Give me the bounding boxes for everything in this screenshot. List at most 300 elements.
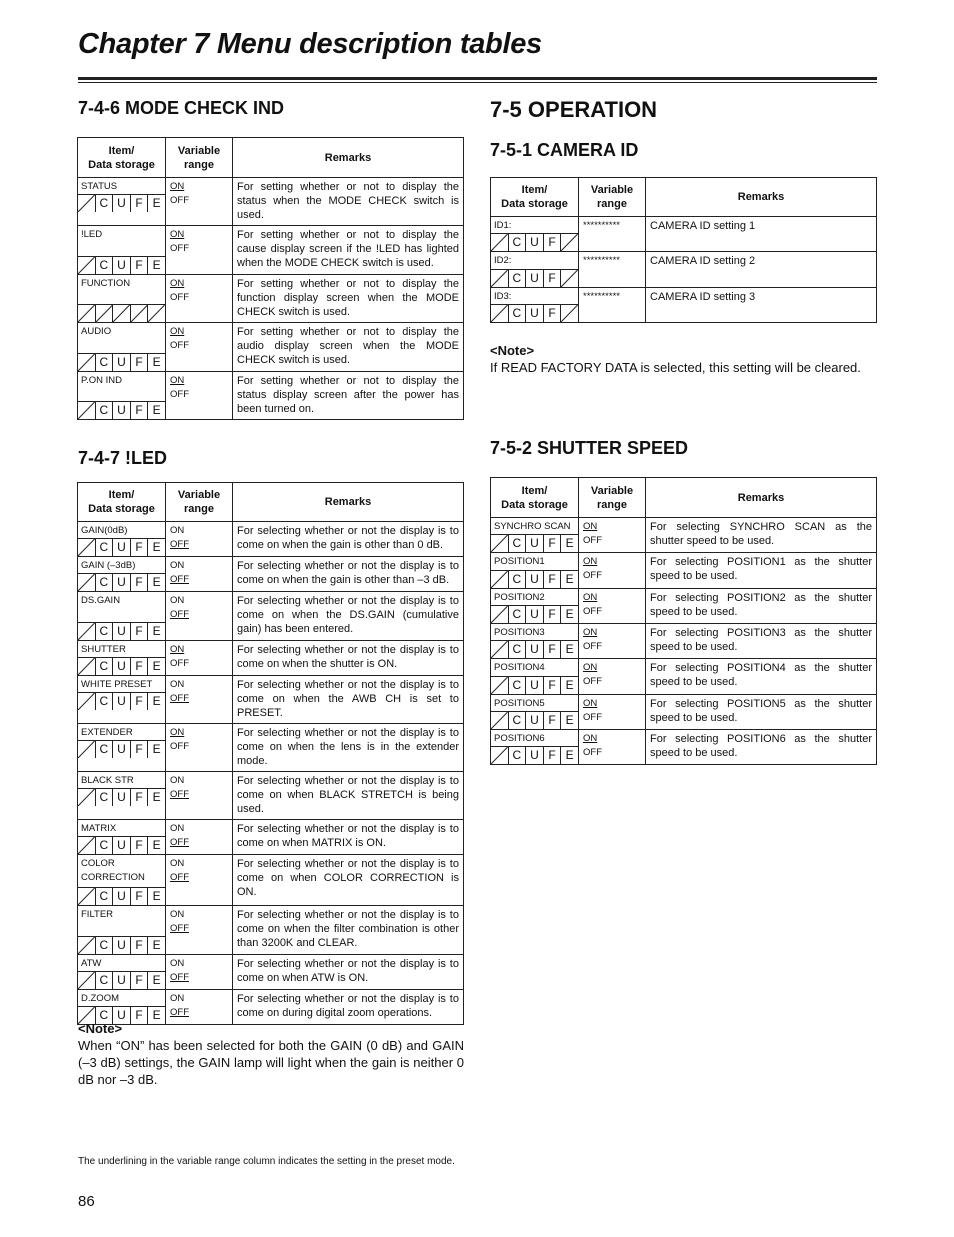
storage-f-cell: F bbox=[544, 234, 562, 251]
data-storage-cells bbox=[491, 570, 578, 588]
remarks-cell bbox=[646, 695, 877, 730]
header-remarks: Remarks bbox=[646, 178, 877, 217]
remarks-cell bbox=[646, 217, 877, 252]
item-name: POSITION1 bbox=[494, 556, 545, 567]
variable-range-cell bbox=[166, 676, 233, 724]
storage-u-cell: U bbox=[113, 402, 131, 419]
option-on bbox=[583, 555, 641, 569]
storage-c-cell: C bbox=[509, 270, 527, 287]
storage-u-cell: U bbox=[526, 571, 544, 588]
option-off-label: OFF bbox=[170, 741, 189, 752]
storage-c-cell: C bbox=[96, 972, 114, 989]
variable-range-cell bbox=[579, 695, 646, 730]
storage-unavailable-cell bbox=[113, 305, 131, 322]
section-title-shutter: 7-5-2 SHUTTER SPEED bbox=[490, 438, 689, 458]
storage-unavailable-cell bbox=[78, 354, 96, 371]
remarks-text: For selecting whether or not the display is to come on when the lens is in the extender mode. bbox=[237, 727, 459, 767]
header-variable-label: Variable bbox=[177, 489, 221, 501]
option-off bbox=[583, 746, 641, 760]
item-cell bbox=[78, 955, 166, 990]
storage-unavailable-cell bbox=[78, 658, 96, 675]
storage-e-cell: E bbox=[152, 694, 161, 708]
storage-unavailable-cell bbox=[491, 606, 509, 623]
storage-unavailable-cell bbox=[78, 574, 96, 591]
variable-range bbox=[166, 676, 232, 706]
variable-range-cell bbox=[579, 659, 646, 695]
variable-range-cell bbox=[166, 906, 233, 955]
option-off bbox=[170, 657, 228, 671]
variable-range-cell bbox=[166, 557, 233, 592]
storage-e-cell: E bbox=[152, 355, 161, 369]
header-variable-label: Variable bbox=[177, 144, 221, 157]
variable-range bbox=[166, 990, 232, 1020]
header-row bbox=[491, 178, 877, 217]
storage-c-cell: C bbox=[96, 574, 114, 591]
remarks-cell bbox=[233, 641, 464, 676]
item-name: POSITION4 bbox=[494, 662, 545, 673]
option-on-label: ON bbox=[170, 727, 185, 738]
table-row bbox=[78, 855, 464, 906]
remarks-cell bbox=[646, 624, 877, 659]
remarks-text: For selecting whether or not the display is to come on when COLOR CORRECTION is ON. bbox=[237, 858, 459, 898]
table-row bbox=[78, 820, 464, 855]
option-off-label: OFF bbox=[170, 609, 189, 620]
option-on-label: ON bbox=[170, 181, 185, 192]
storage-f-cell: F bbox=[131, 402, 149, 419]
storage-e-cell: E bbox=[152, 790, 161, 804]
item-name: POSITION5 bbox=[494, 698, 545, 709]
header-item bbox=[78, 138, 166, 178]
diagonal-slash-icon bbox=[491, 535, 508, 552]
variable-range bbox=[166, 323, 232, 353]
storage-e-cell: E bbox=[152, 540, 161, 554]
remarks-text: For selecting POSITION4 as the shutter speed to be used. bbox=[650, 662, 872, 688]
storage-u-cell: U bbox=[526, 747, 544, 764]
item-cell-content bbox=[78, 323, 165, 371]
option-on bbox=[170, 524, 228, 538]
variable-range bbox=[579, 518, 645, 548]
storage-e-cell: E bbox=[152, 742, 161, 756]
storage-unavailable-cell bbox=[78, 972, 96, 989]
diagonal-slash-icon bbox=[78, 658, 95, 675]
option-on bbox=[583, 697, 641, 711]
variable-range-cell bbox=[166, 372, 233, 420]
table-row bbox=[491, 518, 877, 553]
remarks-text: For selecting whether or not the display is to come on when the DS.GAIN (cumulative gain) has been entered. bbox=[237, 595, 459, 635]
diagonal-slash-icon bbox=[148, 305, 165, 322]
remarks-text: For selecting POSITION6 as the shutter speed to be used. bbox=[650, 733, 872, 759]
storage-c-cell: C bbox=[96, 257, 114, 274]
item-name: SYNCHRO SCAN bbox=[494, 521, 571, 532]
diagonal-slash-icon bbox=[78, 789, 95, 806]
storage-c-cell: C bbox=[509, 747, 527, 764]
data-storage-cells bbox=[78, 353, 165, 371]
data-storage-cells bbox=[491, 605, 578, 623]
header-item-label: Item/ bbox=[108, 144, 135, 157]
variable-range-cell bbox=[579, 553, 646, 589]
item-cell bbox=[491, 659, 579, 695]
remarks-cell bbox=[646, 518, 877, 553]
header-remarks: Remarks bbox=[233, 138, 464, 178]
option-on-label: ON bbox=[170, 679, 185, 690]
storage-f-cell: F bbox=[131, 741, 149, 758]
section-title-operation: 7-5 OPERATION bbox=[490, 97, 658, 122]
option-off bbox=[170, 242, 228, 256]
remarks-cell bbox=[646, 553, 877, 589]
option-on bbox=[170, 857, 228, 871]
storage-u-cell: U bbox=[113, 257, 131, 274]
diagonal-slash-icon bbox=[78, 937, 95, 954]
table-row bbox=[78, 275, 464, 323]
remarks-cell bbox=[233, 592, 464, 641]
section-title-camera-id: 7-5-1 CAMERA ID bbox=[490, 140, 639, 160]
storage-unavailable-cell bbox=[78, 937, 96, 954]
diagonal-slash-icon bbox=[78, 354, 95, 371]
storage-f-cell: F bbox=[544, 712, 562, 729]
option-off-label: OFF bbox=[170, 539, 189, 550]
shutter-speed-table bbox=[490, 477, 877, 765]
option-off bbox=[170, 740, 228, 754]
variable-range bbox=[166, 275, 232, 305]
table-row bbox=[491, 553, 877, 589]
storage-f-cell: F bbox=[544, 641, 562, 658]
storage-f-cell: F bbox=[131, 574, 149, 591]
remarks-text: For setting whether or not to display the audio display screen when the MODE CHECK switch is used. bbox=[237, 326, 459, 366]
item-cell bbox=[491, 288, 579, 323]
storage-u-cell: U bbox=[526, 677, 544, 694]
table-row bbox=[78, 372, 464, 420]
storage-e-cell: E bbox=[565, 748, 574, 762]
option-off bbox=[583, 675, 641, 689]
storage-f-cell: F bbox=[131, 837, 149, 854]
option-off-label: OFF bbox=[170, 195, 189, 206]
variable-range-cell bbox=[166, 592, 233, 641]
variable-range-cell bbox=[579, 730, 646, 765]
item-cell bbox=[78, 855, 166, 906]
diagonal-slash-icon bbox=[78, 539, 95, 556]
option-off bbox=[170, 194, 228, 208]
item-cell bbox=[491, 589, 579, 624]
variable-range bbox=[166, 772, 232, 802]
item-name: !LED bbox=[81, 229, 103, 240]
header-item-label: Item/ bbox=[521, 484, 548, 497]
item-cell-content bbox=[78, 724, 165, 758]
item-cell bbox=[491, 553, 579, 589]
led-note bbox=[78, 1020, 464, 1088]
item-name: STATUS bbox=[81, 181, 118, 192]
option-off-label: OFF bbox=[170, 789, 189, 800]
remarks-text: For selecting POSITION1 as the shutter speed to be used. bbox=[650, 556, 872, 582]
variable-range bbox=[166, 906, 232, 936]
remarks-cell bbox=[233, 323, 464, 372]
variable-range bbox=[166, 820, 232, 850]
variable-range-cell bbox=[166, 955, 233, 990]
storage-f-cell: F bbox=[131, 623, 149, 640]
header-variable-range bbox=[166, 138, 233, 178]
header-storage-label: Data storage bbox=[501, 498, 568, 511]
option-on-label: ON bbox=[583, 592, 598, 603]
option-off bbox=[170, 1006, 228, 1020]
storage-unavailable-cell bbox=[491, 571, 509, 588]
header-variable-range bbox=[166, 483, 233, 522]
storage-c-cell: C bbox=[96, 888, 114, 905]
storage-unavailable-cell bbox=[491, 747, 509, 764]
storage-unavailable-cell bbox=[561, 234, 578, 251]
header-remarks: Remarks bbox=[646, 478, 877, 518]
diagonal-slash-icon bbox=[78, 693, 95, 710]
storage-e-cell: E bbox=[152, 624, 161, 638]
item-cell-content bbox=[491, 589, 578, 623]
storage-unavailable-cell bbox=[78, 623, 96, 640]
header-rule-thin bbox=[78, 82, 877, 83]
storage-unavailable-cell bbox=[78, 305, 96, 322]
diagonal-slash-icon bbox=[78, 195, 95, 212]
storage-u-cell: U bbox=[526, 270, 544, 287]
diagonal-slash-icon bbox=[131, 305, 148, 322]
remarks-text: For selecting SYNCHRO SCAN as the shutter speed to be used. bbox=[650, 521, 872, 547]
table-row bbox=[78, 955, 464, 990]
option-off bbox=[170, 922, 228, 936]
option-off bbox=[170, 692, 228, 706]
option-off bbox=[170, 291, 228, 305]
option-on bbox=[170, 325, 228, 339]
option-off-label: OFF bbox=[170, 389, 189, 400]
remarks-cell bbox=[233, 275, 464, 323]
remarks-cell bbox=[233, 772, 464, 820]
remarks-cell bbox=[233, 955, 464, 990]
storage-u-cell: U bbox=[113, 354, 131, 371]
storage-f-cell: F bbox=[131, 888, 149, 905]
diagonal-slash-icon bbox=[113, 305, 130, 322]
remarks-cell bbox=[233, 372, 464, 420]
remarks-cell bbox=[233, 724, 464, 772]
option-off-label: OFF bbox=[583, 712, 602, 723]
table-row bbox=[78, 724, 464, 772]
storage-unavailable-cell bbox=[491, 712, 509, 729]
option-off bbox=[583, 711, 641, 725]
storage-f-cell: F bbox=[131, 658, 149, 675]
storage-f-cell: F bbox=[131, 354, 149, 371]
table-row bbox=[491, 252, 877, 288]
variable-range bbox=[579, 553, 645, 583]
item-cell bbox=[78, 641, 166, 676]
diagonal-slash-icon bbox=[78, 972, 95, 989]
storage-unavailable-cell bbox=[491, 641, 509, 658]
item-cell-content bbox=[78, 522, 165, 556]
header-range-label: range bbox=[184, 503, 214, 515]
diagonal-slash-icon bbox=[491, 606, 508, 623]
variable-range bbox=[166, 372, 232, 402]
remarks-text: For setting whether or not to display the function display screen when the MODE CHECK switch is used. bbox=[237, 278, 459, 318]
item-name: GAIN (–3dB) bbox=[81, 560, 136, 571]
item-cell bbox=[491, 624, 579, 659]
variable-range bbox=[166, 557, 232, 587]
data-storage-cells bbox=[78, 887, 165, 905]
option-on-label: ON bbox=[170, 858, 185, 869]
data-storage-cells bbox=[78, 657, 165, 675]
item-cell-content bbox=[491, 695, 578, 729]
option-on bbox=[170, 374, 228, 388]
variable-range bbox=[579, 217, 645, 233]
storage-u-cell: U bbox=[526, 606, 544, 623]
option-off bbox=[583, 640, 641, 654]
header-variable-range bbox=[579, 478, 646, 518]
data-storage-cells bbox=[78, 936, 165, 954]
option-on bbox=[170, 277, 228, 291]
storage-f-cell: F bbox=[544, 677, 562, 694]
data-storage-cells bbox=[491, 233, 578, 251]
diagonal-slash-icon bbox=[491, 234, 508, 251]
led-note-title: <Note> bbox=[78, 1021, 123, 1036]
option-off bbox=[170, 788, 228, 802]
item-cell bbox=[78, 557, 166, 592]
data-storage-cells bbox=[491, 269, 578, 287]
diagonal-slash-icon bbox=[78, 257, 95, 274]
item-name: ID2: bbox=[494, 255, 512, 266]
option-off bbox=[583, 534, 641, 548]
storage-u-cell: U bbox=[113, 1007, 131, 1024]
item-name: P.ON IND bbox=[81, 375, 123, 386]
data-storage-cells bbox=[78, 194, 165, 212]
remarks-text: For selecting whether or not the display is to come on when the gain is other than –3 dB. bbox=[237, 560, 459, 586]
header-item bbox=[78, 483, 166, 522]
storage-c-cell: C bbox=[509, 234, 527, 251]
option-off-label: OFF bbox=[170, 923, 189, 934]
item-name: DS.GAIN bbox=[81, 595, 121, 606]
storage-f-cell: F bbox=[131, 972, 149, 989]
option-off-label: OFF bbox=[583, 641, 602, 652]
remarks-text: CAMERA ID setting 3 bbox=[650, 291, 756, 303]
table-row bbox=[78, 906, 464, 955]
table-row bbox=[78, 557, 464, 592]
storage-c-cell: C bbox=[96, 693, 114, 710]
item-cell bbox=[491, 518, 579, 553]
storage-unavailable-cell bbox=[78, 539, 96, 556]
option-on bbox=[170, 228, 228, 242]
variable-range-cell bbox=[166, 178, 233, 226]
variable-range-cell bbox=[579, 288, 646, 323]
storage-u-cell: U bbox=[113, 937, 131, 954]
remarks-text: For selecting whether or not the display is to come on when the shutter is ON. bbox=[237, 644, 459, 670]
table-row bbox=[78, 226, 464, 275]
option-on bbox=[170, 180, 228, 194]
storage-c-cell: C bbox=[509, 712, 527, 729]
option-on bbox=[583, 626, 641, 640]
variable-range-cell bbox=[166, 275, 233, 323]
variable-range bbox=[579, 695, 645, 725]
option-on-label: ON bbox=[170, 823, 185, 834]
item-cell-content bbox=[78, 955, 165, 989]
option-on bbox=[170, 957, 228, 971]
option-on bbox=[170, 774, 228, 788]
storage-e-cell: E bbox=[152, 973, 161, 987]
item-cell bbox=[78, 820, 166, 855]
variable-range-cell bbox=[166, 641, 233, 676]
data-storage-cells bbox=[78, 692, 165, 710]
table-row bbox=[78, 641, 464, 676]
variable-range bbox=[579, 288, 645, 304]
data-storage-cells bbox=[491, 746, 578, 764]
variable-value: ********** bbox=[583, 291, 620, 302]
option-on bbox=[170, 594, 228, 608]
storage-e-cell: E bbox=[152, 659, 161, 673]
storage-u-cell: U bbox=[113, 195, 131, 212]
storage-f-cell: F bbox=[544, 747, 562, 764]
option-on-label: ON bbox=[170, 775, 185, 786]
storage-unavailable-cell bbox=[96, 305, 114, 322]
storage-c-cell: C bbox=[96, 195, 114, 212]
option-off bbox=[170, 836, 228, 850]
storage-unavailable-cell bbox=[78, 837, 96, 854]
item-cell-content bbox=[491, 217, 578, 251]
table-row bbox=[78, 592, 464, 641]
storage-c-cell: C bbox=[509, 571, 527, 588]
storage-u-cell: U bbox=[113, 623, 131, 640]
data-storage-cells bbox=[78, 538, 165, 556]
data-storage-cells bbox=[491, 711, 578, 729]
page-number: 86 bbox=[78, 1193, 95, 1210]
item-cell bbox=[491, 252, 579, 288]
option-on-label: ON bbox=[170, 525, 185, 536]
item-cell-content bbox=[78, 906, 165, 954]
option-off bbox=[170, 573, 228, 587]
storage-u-cell: U bbox=[113, 539, 131, 556]
option-off-label: OFF bbox=[170, 574, 189, 585]
option-off bbox=[583, 605, 641, 619]
header-variable-label: Variable bbox=[590, 484, 634, 497]
item-cell-content bbox=[78, 178, 165, 212]
item-cell-content bbox=[78, 990, 165, 1024]
option-on-label: ON bbox=[170, 229, 185, 240]
remarks-cell bbox=[646, 589, 877, 624]
diagonal-slash-icon bbox=[491, 747, 508, 764]
variable-value: ********** bbox=[583, 255, 620, 266]
remarks-cell bbox=[233, 676, 464, 724]
data-storage-cells bbox=[78, 740, 165, 758]
storage-e-cell: E bbox=[565, 536, 574, 550]
option-off bbox=[583, 569, 641, 583]
storage-unavailable-cell bbox=[491, 270, 509, 287]
diagonal-slash-icon bbox=[561, 305, 578, 322]
storage-e-cell: E bbox=[565, 572, 574, 586]
variable-range-cell bbox=[166, 820, 233, 855]
header-storage-label: Data storage bbox=[88, 503, 155, 515]
camera-note-text: If READ FACTORY DATA is selected, this setting will be cleared. bbox=[490, 360, 861, 375]
option-on bbox=[170, 908, 228, 922]
remarks-text: For setting whether or not to display the cause display screen if the !LED has lighted when the MODE CHECK switch is used. bbox=[237, 229, 459, 269]
remarks-cell bbox=[233, 178, 464, 226]
section-title-mode-check: 7-4-6 MODE CHECK IND bbox=[78, 98, 285, 118]
remarks-text: For selecting POSITION2 as the shutter speed to be used. bbox=[650, 592, 872, 618]
data-storage-cells bbox=[78, 971, 165, 989]
diagonal-slash-icon bbox=[78, 888, 95, 905]
option-on bbox=[170, 992, 228, 1006]
remarks-text: For selecting whether or not the display is to come on when MATRIX is ON. bbox=[237, 823, 459, 849]
remarks-text: For setting whether or not to display the status when the MODE CHECK switch is used. bbox=[237, 181, 459, 221]
storage-c-cell: C bbox=[96, 789, 114, 806]
diagonal-slash-icon bbox=[561, 234, 578, 251]
storage-f-cell: F bbox=[544, 535, 562, 552]
item-cell-content bbox=[78, 592, 165, 640]
table-row bbox=[491, 288, 877, 323]
variable-range bbox=[166, 955, 232, 985]
variable-range-cell bbox=[579, 589, 646, 624]
item-cell-content bbox=[491, 518, 578, 552]
remarks-text: For selecting whether or not the display is to come on when the AWB CH is set to PRESET. bbox=[237, 679, 459, 719]
variable-range bbox=[166, 522, 232, 552]
remarks-cell bbox=[233, 906, 464, 955]
option-off bbox=[170, 538, 228, 552]
